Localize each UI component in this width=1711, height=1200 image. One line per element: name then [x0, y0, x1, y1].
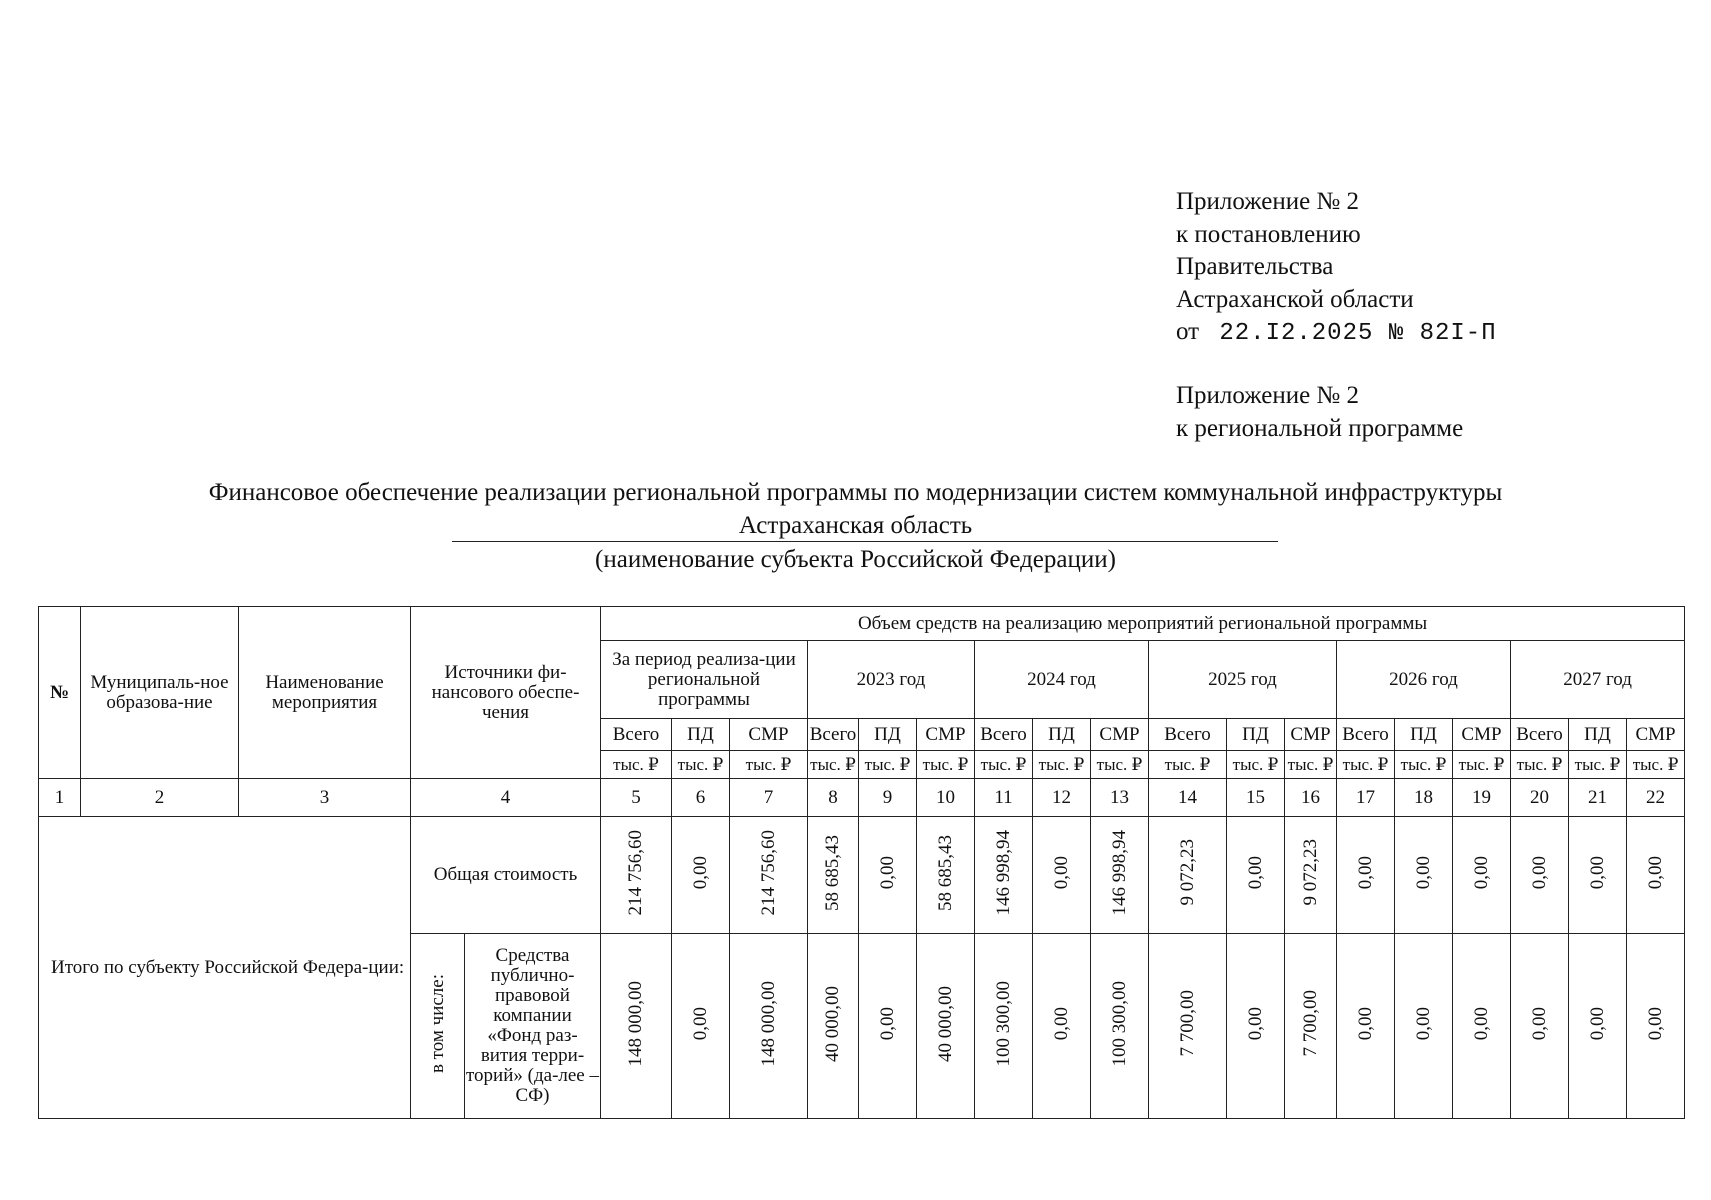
col-number: 11 — [975, 779, 1033, 817]
value-text: 0,00 — [1470, 855, 1492, 890]
col-number: 6 — [672, 779, 730, 817]
value-cell — [1033, 934, 1091, 1119]
header-sub-smr: СМР — [1091, 719, 1149, 751]
header-sub-total: Всего — [975, 719, 1033, 751]
annex-gov-line3: Правительства — [1176, 253, 1334, 280]
value-text: 0,00 — [1586, 1006, 1608, 1041]
header-unit: тыс. ₽ — [672, 751, 730, 779]
value-text: 0,00 — [1644, 1006, 1666, 1041]
value-text: 0,00 — [1050, 1006, 1072, 1041]
annex-prog-line1: Приложение № 2 — [1176, 382, 1360, 409]
table-row-total-cost — [39, 817, 1685, 934]
header-period-total: За период реализа-ции региональной программы — [601, 641, 808, 719]
col-number: 14 — [1149, 779, 1227, 817]
value-cell — [1453, 934, 1511, 1119]
value-cell — [672, 817, 730, 934]
header-sub-smr: СМР — [1627, 719, 1685, 751]
col-number: 19 — [1453, 779, 1511, 817]
header-unit: тыс. ₽ — [1337, 751, 1395, 779]
value-cell — [917, 934, 975, 1119]
value-text: 0,00 — [1354, 855, 1376, 890]
header-year-2027: 2027 год — [1511, 641, 1685, 719]
value-text: 0,00 — [1644, 855, 1666, 890]
header-unit: тыс. ₽ — [1569, 751, 1627, 779]
value-text: 9 072,23 — [1176, 839, 1198, 906]
header-unit: тыс. ₽ — [975, 751, 1033, 779]
header-year-2023: 2023 год — [808, 641, 975, 719]
value-text: 148 000,00 — [625, 980, 646, 1067]
value-text: 40 000,00 — [822, 985, 843, 1062]
annex-date-number: 22.I2.2025 № 82I-П — [1219, 320, 1497, 347]
value-cell — [1453, 817, 1511, 934]
value-cell — [859, 934, 917, 1119]
value-cell — [1227, 934, 1285, 1119]
col-number: 7 — [730, 779, 808, 817]
value-text: 58 685,43 — [822, 834, 843, 911]
header-unit: тыс. ₽ — [1091, 751, 1149, 779]
col-number: 15 — [1227, 779, 1285, 817]
value-cell — [1395, 934, 1453, 1119]
col-number: 20 — [1511, 779, 1569, 817]
header-unit: тыс. ₽ — [917, 751, 975, 779]
value-cell — [1627, 934, 1685, 1119]
header-unit: тыс. ₽ — [808, 751, 859, 779]
header-no: № — [39, 607, 81, 779]
value-cell — [601, 934, 672, 1119]
value-text: 0,00 — [1470, 1006, 1492, 1041]
header-unit: тыс. ₽ — [1149, 751, 1227, 779]
header-sub-total: Всего — [1511, 719, 1569, 751]
value-text: 9 072,23 — [1299, 839, 1321, 906]
row-label-total-cost: Общая стоимость — [411, 817, 601, 934]
value-text: 0,00 — [689, 855, 711, 890]
value-cell — [1149, 817, 1227, 934]
header-sub-smr: СМР — [1285, 719, 1337, 751]
value-cell — [1337, 934, 1395, 1119]
value-cell — [975, 817, 1033, 934]
col-number: 21 — [1569, 779, 1627, 817]
col-number: 4 — [411, 779, 601, 817]
value-cell — [808, 934, 859, 1119]
col-number: 12 — [1033, 779, 1091, 817]
header-sub-smr: СМР — [730, 719, 808, 751]
value-text: 214 756,60 — [625, 829, 646, 916]
value-cell — [1091, 934, 1149, 1119]
header-sub-pd: ПД — [859, 719, 917, 751]
value-cell — [917, 817, 975, 934]
region-underline — [452, 541, 1278, 542]
header-sub-pd: ПД — [672, 719, 730, 751]
col-number: 3 — [239, 779, 411, 817]
value-text: 148 000,00 — [757, 980, 779, 1067]
header-unit: тыс. ₽ — [1033, 751, 1091, 779]
value-cell — [1627, 817, 1685, 934]
col-number: 2 — [81, 779, 239, 817]
value-cell — [601, 817, 672, 934]
document-title: Финансовое обеспечение реализации региональной программы по модернизации систем коммунальной инфраструктуры — [208, 479, 1503, 506]
header-sub-total: Всего — [808, 719, 859, 751]
annex-prog-line2: к региональной программе — [1176, 414, 1464, 442]
value-cell — [1285, 817, 1337, 934]
value-cell — [672, 934, 730, 1119]
value-text: 0,00 — [1354, 1006, 1376, 1041]
header-sources: Источники фи-нансового обеспе-чения — [411, 607, 601, 779]
header-year-2025: 2025 год — [1149, 641, 1337, 719]
header-sub-pd: ПД — [1569, 719, 1627, 751]
header-sub-pd: ПД — [1395, 719, 1453, 751]
value-text: 100 300,00 — [1108, 980, 1130, 1067]
value-cell — [859, 817, 917, 934]
value-cell — [1511, 817, 1569, 934]
annex-program — [1176, 380, 1463, 445]
value-text: 0,00 — [1528, 1006, 1550, 1041]
header-municipality: Муниципаль-ное образова-ние — [81, 607, 239, 779]
value-cell — [1091, 817, 1149, 934]
value-text: 0,00 — [1412, 855, 1434, 890]
header-unit: тыс. ₽ — [1285, 751, 1337, 779]
including-label: в том числе: — [426, 973, 448, 1074]
value-cell — [1285, 934, 1337, 1119]
value-cell — [808, 817, 859, 934]
value-text: 214 756,60 — [757, 829, 779, 916]
header-unit: тыс. ₽ — [1627, 751, 1685, 779]
value-cell — [1569, 817, 1627, 934]
value-text: 0,00 — [876, 855, 898, 890]
header-unit: тыс. ₽ — [859, 751, 917, 779]
annex-gov-line2: к постановлению — [1176, 220, 1361, 248]
value-cell — [730, 817, 808, 934]
header-measure: Наименование мероприятия — [239, 607, 411, 779]
row-label-fund: Средства публично-правовой компании «Фонд раз-вития терри-торий» (да-лее – СФ) — [465, 934, 601, 1119]
value-cell — [730, 934, 808, 1119]
header-sub-pd: ПД — [1033, 719, 1091, 751]
value-cell — [1337, 817, 1395, 934]
col-number: 22 — [1627, 779, 1685, 817]
value-text: 0,00 — [1586, 855, 1608, 890]
col-number: 16 — [1285, 779, 1337, 817]
value-cell — [1395, 817, 1453, 934]
value-cell — [1227, 817, 1285, 934]
header-year-2024: 2024 год — [975, 641, 1149, 719]
value-text: 7 700,00 — [1176, 990, 1198, 1057]
value-text: 0,00 — [689, 1006, 711, 1041]
including-cell — [411, 934, 465, 1119]
value-text: 0,00 — [876, 1006, 898, 1041]
value-text: 0,00 — [1528, 855, 1550, 890]
header-sub-smr: СМР — [1453, 719, 1511, 751]
header-sub-total: Всего — [1337, 719, 1395, 751]
header-sub-total: Всего — [601, 719, 672, 751]
value-cell — [1511, 934, 1569, 1119]
value-cell — [1569, 934, 1627, 1119]
value-text: 40 000,00 — [934, 985, 956, 1062]
col-number: 18 — [1395, 779, 1453, 817]
region-name: Астраханская область — [738, 512, 973, 539]
header-sub-smr: СМР — [917, 719, 975, 751]
value-cell — [975, 934, 1033, 1119]
header-year-2026: 2026 год — [1337, 641, 1511, 719]
col-number: 1 — [39, 779, 81, 817]
value-cell — [1149, 934, 1227, 1119]
annex-date-prefix: от — [1176, 318, 1200, 345]
annex-gov-date — [1176, 316, 1497, 351]
header-volume: Объем средств на реализацию мероприятий региональной программы — [601, 607, 1685, 641]
value-text: 0,00 — [1412, 1006, 1434, 1041]
value-text: 146 998,94 — [1108, 829, 1130, 916]
header-unit: тыс. ₽ — [601, 751, 672, 779]
total-label: Итого по субъекту Российской Федера-ции: — [39, 817, 411, 1119]
header-unit: тыс. ₽ — [1227, 751, 1285, 779]
col-number: 10 — [917, 779, 975, 817]
region-caption: (наименование субъекта Российской Федерации) — [595, 546, 1116, 573]
header-unit: тыс. ₽ — [1395, 751, 1453, 779]
header-unit: тыс. ₽ — [730, 751, 808, 779]
header-unit: тыс. ₽ — [1453, 751, 1511, 779]
col-number: 9 — [859, 779, 917, 817]
annex-government — [1176, 186, 1497, 351]
value-text: 100 300,00 — [992, 980, 1014, 1067]
col-number: 5 — [601, 779, 672, 817]
value-text: 58 685,43 — [934, 834, 956, 911]
value-cell — [1033, 817, 1091, 934]
header-sub-total: Всего — [1149, 719, 1227, 751]
col-number: 8 — [808, 779, 859, 817]
financing-table — [38, 606, 1685, 1119]
col-number: 17 — [1337, 779, 1395, 817]
annex-gov-line4: Астраханской области — [1176, 285, 1414, 313]
header-sub-pd: ПД — [1227, 719, 1285, 751]
col-number: 13 — [1091, 779, 1149, 817]
value-text: 0,00 — [1050, 855, 1072, 890]
value-text: 7 700,00 — [1299, 990, 1321, 1057]
value-text: 0,00 — [1244, 1006, 1266, 1041]
column-number-row — [39, 779, 1685, 817]
value-text: 0,00 — [1244, 855, 1266, 890]
value-text: 146 998,94 — [992, 829, 1014, 916]
annex-gov-line1: Приложение № 2 — [1176, 188, 1360, 215]
header-unit: тыс. ₽ — [1511, 751, 1569, 779]
